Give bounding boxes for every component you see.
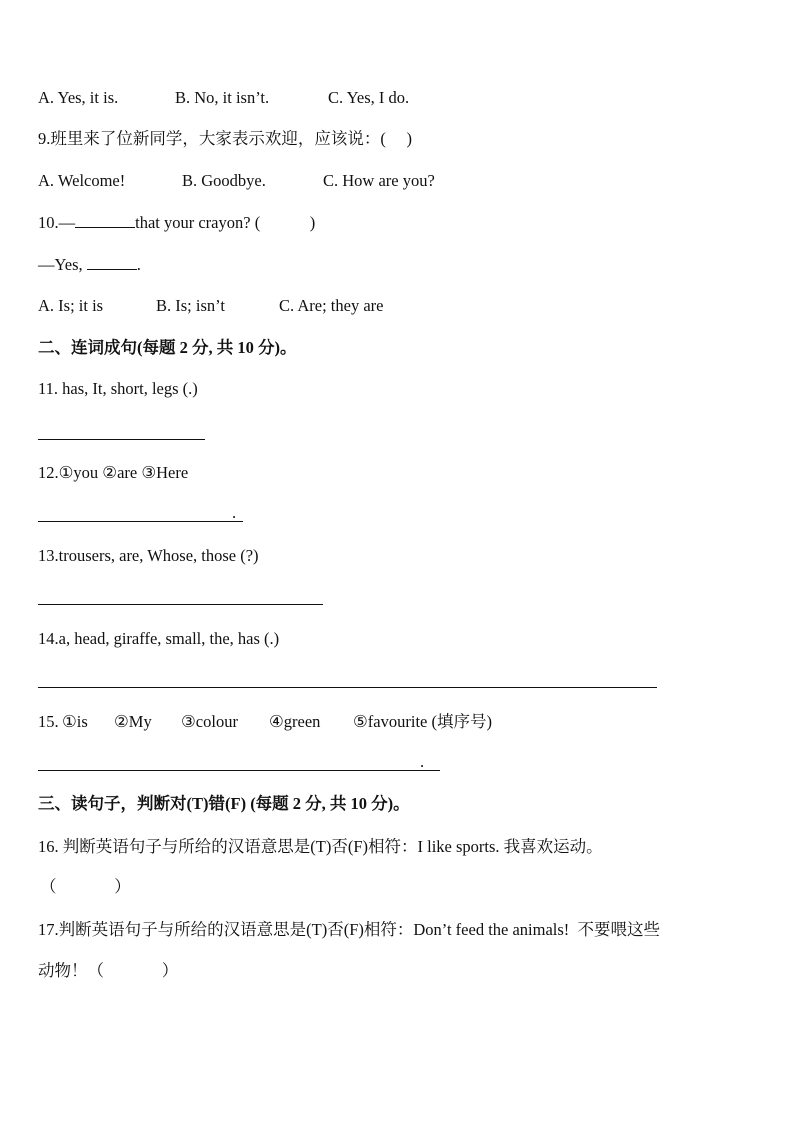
q10-question (38, 213, 315, 233)
q12-period: . (232, 503, 237, 522)
q12-answer-line[interactable] (38, 521, 243, 522)
q10-option-a: A. Is; it is (38, 296, 104, 315)
q9-question: 9.班里来了位新同学，大家表示欢迎，应该说：( ) (38, 129, 412, 148)
q12-question: 12.①you ②are ③Here (38, 463, 189, 482)
q15-word-1: ①is (62, 712, 88, 731)
q15-period: . (420, 752, 425, 771)
q9-option-b: B. Goodbye. (182, 171, 266, 190)
q15-word-4: ④green (269, 712, 321, 731)
q16-answer-bracket[interactable]: （ ） (40, 877, 131, 896)
q17-question-continued[interactable]: 动物！（ ） (38, 961, 179, 980)
q10-option-c: C. Are; they are (279, 296, 384, 315)
q15-number: 15. (38, 712, 59, 731)
q17-question: 17.判断英语句子与所给的汉语意思是(T)否(F)相符：Don’t feed the animals! 不要喂这些 (38, 920, 661, 939)
q15-word-2: ②My (114, 712, 152, 731)
q10-reply (38, 255, 141, 275)
q10-reply-prefix: —Yes, (38, 255, 87, 274)
q15-word-3: ③colour (181, 712, 238, 731)
section-2-title: 二、连词成句(每题 2 分, 共 10 分)。 (38, 338, 297, 357)
section-3-title: 三、读句子，判断对(T)错(F) (每题 2 分, 共 10 分)。 (38, 794, 410, 813)
q8-option-a: A. Yes, it is. (38, 88, 119, 107)
q9-option-a: A. Welcome! (38, 171, 126, 190)
q10-prefix: 10.— (38, 213, 76, 232)
q14-answer-line[interactable] (38, 687, 657, 688)
q13-question: 13.trousers, are, Whose, those (?) (38, 546, 259, 565)
q8-option-c: C. Yes, I do. (328, 88, 410, 107)
q15-word-5: ⑤favourite (填序号) (353, 712, 492, 731)
q9-option-c: C. How are you? (323, 171, 435, 190)
q13-answer-line[interactable] (38, 604, 323, 605)
q10-reply-blank[interactable] (87, 255, 137, 270)
q10-reply-end: . (136, 255, 141, 274)
q10-question-text: that your crayon? ( ) (135, 213, 316, 232)
q11-answer-line[interactable] (38, 439, 205, 440)
q15-answer-line[interactable] (38, 770, 440, 771)
q14-question: 14.a, head, giraffe, small, the, has (.) (38, 629, 280, 648)
q11-question: 11. has, It, short, legs (.) (38, 379, 198, 398)
q10-blank[interactable] (75, 213, 135, 228)
q10-option-b: B. Is; isn’t (156, 296, 225, 315)
q8-option-b: B. No, it isn’t. (175, 88, 270, 107)
q16-question: 16. 判断英语句子与所给的汉语意思是(T)否(F)相符：I like sports. 我喜欢运动。 (38, 837, 603, 856)
